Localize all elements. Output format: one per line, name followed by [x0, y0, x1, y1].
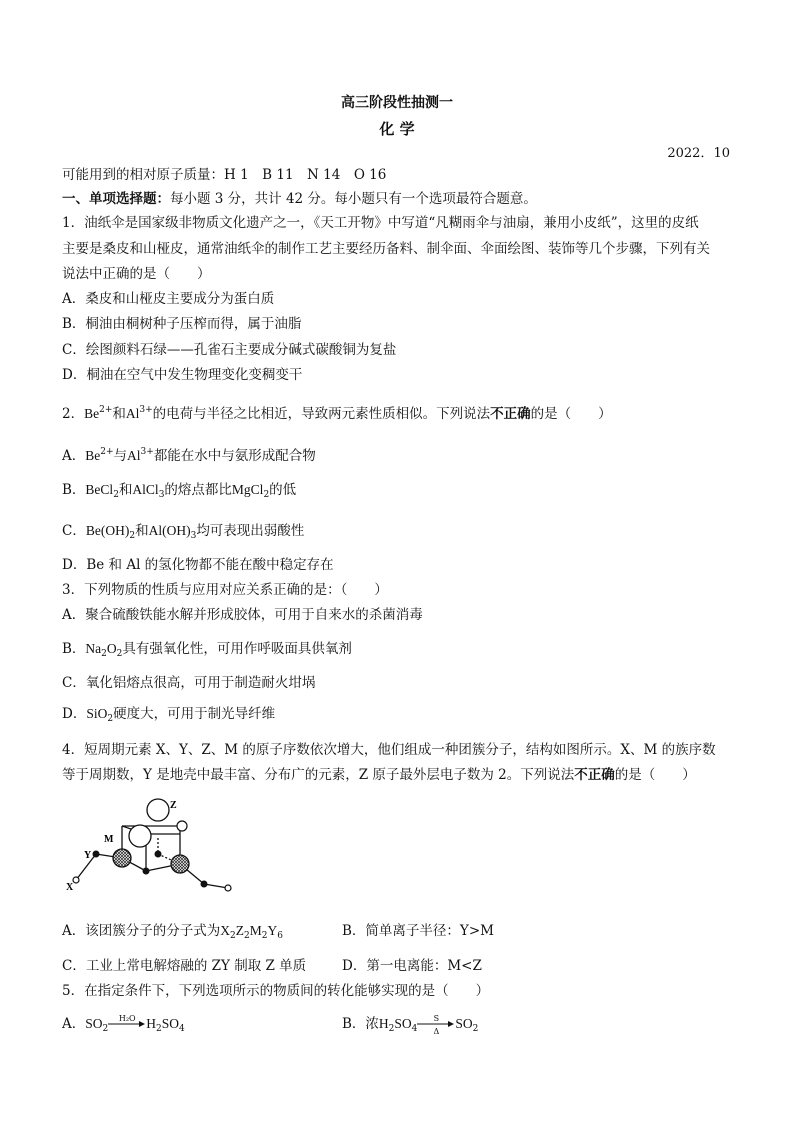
q4-a-prefix: A．该团簇分子的分子式为: [62, 923, 221, 939]
q3-option-a: A．聚合硫酸铁能水解并形成胶体，可用于自来水的杀菌消毒: [62, 607, 423, 623]
q1-option-a: A．桑皮和山桠皮主要成分为蛋白质: [62, 291, 275, 307]
q5-a-s1: 2: [102, 1024, 109, 1034]
z-label: Z: [170, 800, 177, 811]
q2-a-end: 都能在水中与氨形成配合物: [153, 448, 316, 464]
q4-stem-line1: 4．短周期元素 X、Y、Z、M 的原子序数依次增大，他们组成一种团簇分子，结构如图所示。X、M 的族序数: [62, 742, 716, 758]
q2-b-becl: BeCl: [85, 482, 114, 497]
q5-stem: 5．在指定条件下，下列选项所示的物质间的转化能够实现的是（ ）: [62, 983, 490, 999]
q5-a-condition: H₂O: [118, 1014, 136, 1023]
q4-a-x: X: [220, 923, 230, 938]
q3-stem: 3．下列物质的性质与应用对应关系正确的是：（ ）: [62, 582, 388, 598]
q1-stem-line1: 1．油纸伞是国家级非物质文化遗产之一，《天工开物》中写道“凡糊雨伞与油扇，兼用小皮纸”，这里的皮纸: [62, 215, 699, 231]
q4-option-c: C．工业上常电解熔融的 ZY 制取 Z 单质: [62, 958, 307, 974]
q4-option-b: B．简单离子半径：Y>M: [342, 923, 494, 939]
cluster-molecule-figure: [62, 796, 242, 900]
q5-b-condition-top: S: [433, 1014, 440, 1023]
q5-a-s3: 4: [179, 1024, 185, 1034]
section-heading: [62, 190, 537, 208]
q2-number: 2．: [62, 406, 85, 422]
q3-b-o: O: [106, 641, 117, 656]
q5-b-prefix: B．浓: [342, 1016, 379, 1032]
q2-a-be-charge: 2+: [100, 447, 114, 457]
q2-rest: 的电荷与半径之比相近，导致两元素性质相似。下列说法: [152, 406, 491, 422]
q2-c-al: Al(OH): [148, 523, 191, 538]
q5-a-so4: SO: [161, 1016, 179, 1031]
cluster-diagram: [62, 796, 242, 896]
q5-b-so4: SO: [394, 1016, 412, 1031]
q5-a-so: SO: [85, 1016, 103, 1031]
q4-line2-pre: 等于周期数，Y 是地壳中最丰富、分布广的元素，Z 原子最外层电子数为 2。下列说法: [62, 767, 575, 783]
q2-a-al: Al: [127, 448, 141, 463]
q2-b-mgcl: MgCl: [231, 482, 264, 497]
q2-b-mid: 的熔点都比: [164, 482, 232, 498]
q3-b-sub1: 2: [101, 649, 107, 659]
q2-stem: [62, 401, 612, 423]
q2-b-end: 的低: [269, 482, 297, 498]
q2-a-be: Be: [85, 448, 101, 463]
q3-b-na: Na: [85, 641, 102, 656]
q3-d-end: 硬度大，可用于制光导纤维: [113, 706, 276, 722]
q4-a-s4: 6: [277, 931, 283, 941]
m-atom: [113, 849, 131, 867]
z-atom: [147, 799, 169, 821]
q2-option-c: [62, 522, 304, 545]
q2-al-charge: 3+: [139, 405, 153, 415]
q5-option-b: [342, 1015, 478, 1038]
exam-date: 2022．10: [667, 146, 730, 161]
q2-b-sub2: 3: [158, 490, 165, 500]
q4-a-y: Y: [267, 923, 278, 938]
q4-a-s2: 2: [243, 931, 250, 941]
q2-b-alcl: AlCl: [132, 482, 159, 497]
y-label: Y: [84, 850, 92, 861]
q1-option-c: C．绘图颜料石绿——孔雀石主要成分碱式碳酸铜为复盐: [62, 342, 397, 358]
q5-b-s2: 4: [411, 1024, 418, 1034]
q2-b-sub3: 2: [263, 490, 270, 500]
q4-line2-end: 的是（ ）: [614, 767, 696, 783]
q1-option-b: B．桐油由桐树种子压榨而得，属于油脂: [62, 316, 302, 332]
q2-c-and: 和: [135, 523, 149, 539]
q5-b-h: H: [378, 1016, 389, 1031]
q4-a-s1: 2: [230, 931, 236, 941]
reaction-arrow: [417, 1014, 455, 1036]
q4-option-a: [62, 922, 283, 945]
q1-option-d: D．桐油在空气中发生物理变化变稠变干: [62, 367, 303, 383]
subject-title: 化 学: [379, 120, 415, 138]
q3-d-sub: 2: [107, 714, 114, 724]
q2-option-a: [62, 443, 316, 465]
q2-c-prefix: C．: [62, 523, 86, 539]
q2-a-mid: 与: [113, 448, 128, 464]
x-label: X: [66, 882, 74, 893]
q5-a-h: H: [146, 1016, 156, 1031]
q5-b-s1: 2: [388, 1024, 395, 1034]
q3-option-d: [62, 705, 275, 728]
q2-and: 和: [112, 406, 126, 422]
q2-c-sub2: 3: [190, 531, 197, 541]
q2-c-sub1: 2: [129, 531, 136, 541]
q4-not-correct: 不正确: [574, 767, 615, 783]
q2-a-al-charge: 3+: [140, 447, 154, 457]
q5-a-prefix: A．: [62, 1016, 86, 1032]
q4-a-s3: 2: [261, 931, 268, 941]
q1-stem-line3: 说法中正确的是（ ）: [62, 266, 211, 282]
z-atom: [129, 825, 151, 847]
q3-option-b: [62, 640, 352, 663]
q1-stem-line2: 主要是桑皮和山桠皮，通常油纸伞的制作工艺主要经历备料、制伞面、伞面绘图、装饰等几个步骤，下列有关: [62, 241, 710, 257]
q4-a-z: Z: [235, 923, 244, 938]
q3-b-end: 具有强氧化性，可用作呼吸面具供氧剂: [122, 641, 352, 657]
q2-be-charge: 2+: [99, 405, 113, 415]
reaction-arrow: [108, 1016, 146, 1030]
q5-a-s2: 2: [156, 1024, 162, 1034]
q3-b-sub2: 2: [116, 649, 123, 659]
q3-d-prefix: D．: [62, 706, 87, 722]
q3-d-sio: SiO: [86, 706, 108, 721]
q5-b-so: SO: [455, 1016, 473, 1031]
m-atom: [171, 855, 189, 873]
q2-al: Al: [125, 406, 140, 421]
exam-title: 高三阶段性抽测一: [341, 95, 453, 111]
q2-b-prefix: B．: [62, 482, 86, 498]
q2-a-prefix: A．: [62, 448, 86, 464]
atomic-mass-line: 可能用到的相对原子质量：H 1 B 11 N 14 O 16: [62, 167, 387, 183]
q5-b-s3: 2: [472, 1024, 479, 1034]
section-label: 一、单项选择题：: [62, 191, 170, 207]
q2-not-correct: 不正确: [490, 406, 531, 422]
q2-option-d: D．Be 和 Al 的氢化物都不能在酸中稳定存在: [62, 557, 334, 573]
q2-b-and: 和: [118, 482, 133, 498]
m-label: M: [104, 834, 114, 845]
q2-option-b: [62, 481, 296, 504]
q5-option-a: [62, 1015, 185, 1038]
q4-option-d: D．第一电离能：M<Z: [342, 958, 482, 974]
q3-b-prefix: B．: [62, 641, 86, 657]
q4-a-m: M: [249, 923, 262, 938]
section-desc: 每小题 3 分，共计 42 分。每小题只有一个选项最符合题意。: [170, 191, 537, 207]
q2-end: 的是（ ）: [530, 406, 612, 422]
q5-b-condition-bottom: Δ: [433, 1027, 440, 1036]
q2-c-end: 均可表现出弱酸性: [196, 523, 305, 539]
q4-stem-line2: [62, 766, 696, 784]
q2-c-be: Be(OH): [85, 523, 130, 538]
q2-b-sub1: 2: [113, 490, 119, 500]
q3-option-c: C．氧化铝熔点很高，可用于制造耐火坩埚: [62, 675, 316, 691]
q2-be: Be: [84, 406, 100, 421]
